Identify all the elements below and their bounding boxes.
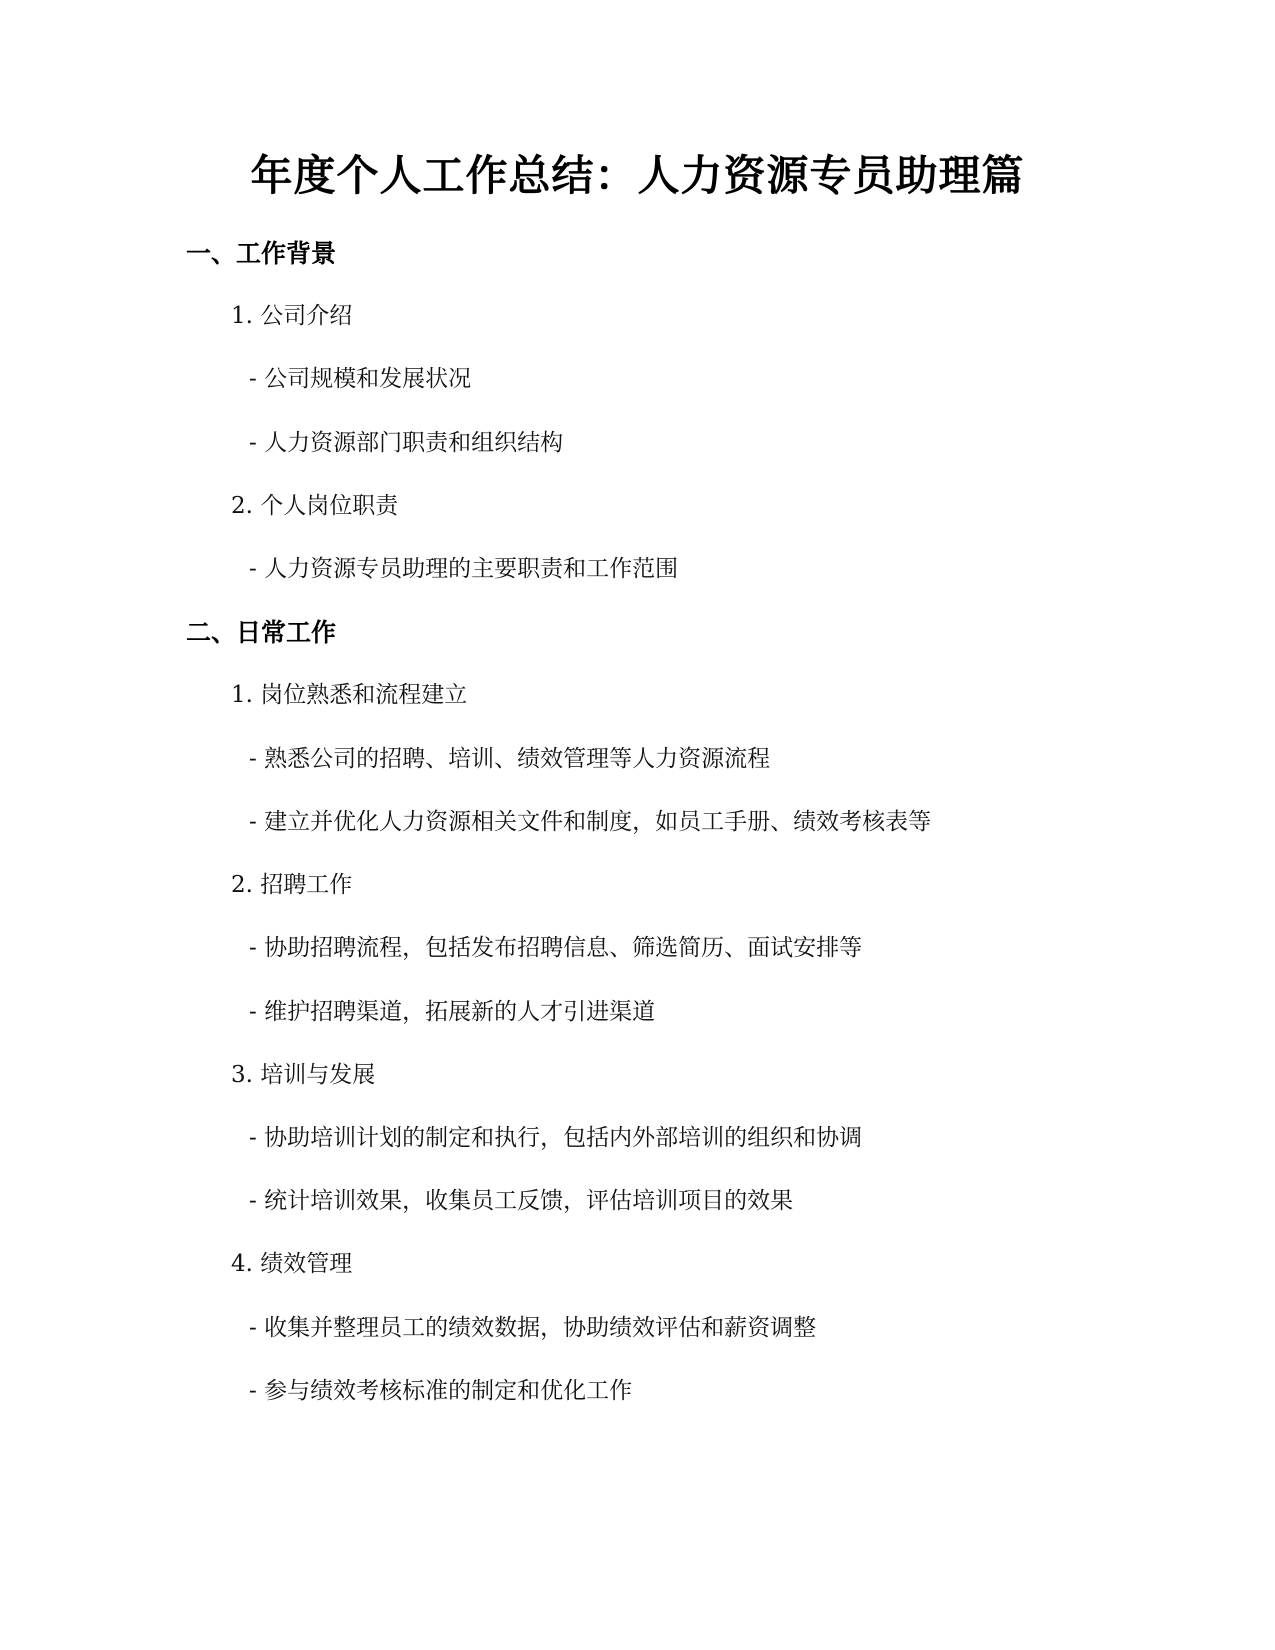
- bullet-item: - 协助培训计划的制定和执行，包括内外部培训的组织和协调: [249, 1125, 863, 1151]
- list-item-company-intro: 1. 公司介绍: [231, 303, 353, 329]
- list-item-performance: 4. 绩效管理: [231, 1251, 353, 1277]
- bullet-item: - 人力资源部门职责和组织结构: [249, 430, 564, 456]
- bullet-item: - 公司规模和发展状况: [249, 366, 472, 392]
- bullet-item: - 收集并整理员工的绩效数据，协助绩效评估和薪资调整: [249, 1315, 817, 1341]
- bullet-item: - 参与绩效考核标准的制定和优化工作: [249, 1378, 633, 1404]
- list-item-familiarization: 1. 岗位熟悉和流程建立: [231, 682, 468, 708]
- list-item-personal-duties: 2. 个人岗位职责: [231, 493, 399, 519]
- bullet-item: - 统计培训效果，收集员工反馈，评估培训项目的效果: [249, 1188, 794, 1214]
- section-heading-daily-work: 二、日常工作: [186, 618, 337, 647]
- bullet-item: - 维护招聘渠道，拓展新的人才引进渠道: [249, 999, 656, 1025]
- bullet-item: - 协助招聘流程，包括发布招聘信息、筛选简历、面试安排等: [249, 935, 863, 961]
- page-title: 年度个人工作总结：人力资源专员助理篇: [250, 151, 1025, 200]
- section-heading-work-background: 一、工作背景: [186, 239, 337, 268]
- bullet-item: - 人力资源专员助理的主要职责和工作范围: [249, 556, 679, 582]
- list-item-training: 3. 培训与发展: [231, 1062, 376, 1088]
- bullet-item: - 建立并优化人力资源相关文件和制度，如员工手册、绩效考核表等: [249, 809, 932, 835]
- list-item-recruitment: 2. 招聘工作: [231, 872, 353, 898]
- bullet-item: - 熟悉公司的招聘、培训、绩效管理等人力资源流程: [249, 746, 771, 772]
